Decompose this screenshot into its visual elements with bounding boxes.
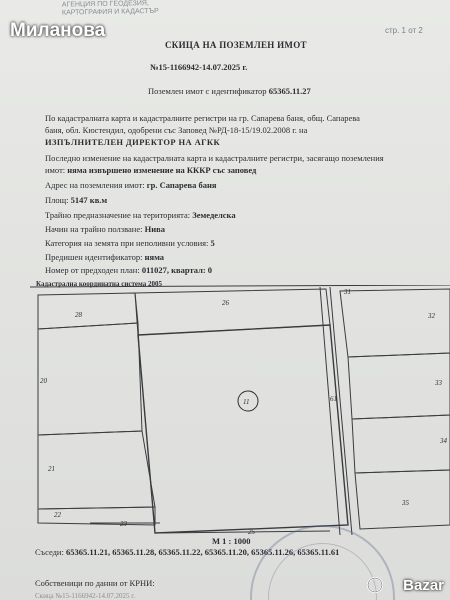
owners-label: Собственици по данни от КРНИ: <box>35 578 155 588</box>
map-top-border <box>30 285 450 287</box>
previous-plan-label: Номер от предходен план: <box>45 265 140 275</box>
parcel-label-34: 34 <box>440 437 447 445</box>
category-row <box>45 238 215 248</box>
parcel-label-22: 22 <box>54 511 61 519</box>
document-title: СКИЦА НА ПОЗЕМЛЕН ИМОТ <box>165 40 307 50</box>
seller-name-overlay: Миланова <box>10 20 106 41</box>
parcel-32-outline <box>340 289 450 357</box>
previous-id-value: няма <box>144 252 165 262</box>
category-label: Категория на земята при неполивни условия: <box>45 238 209 248</box>
previous-plan-row <box>45 265 212 275</box>
round-stamp-inner-ring <box>268 543 377 600</box>
parcel-label-23: 23 <box>120 520 127 528</box>
parcel-20-outline <box>38 323 142 435</box>
parcel-label-25: 25 <box>248 528 255 535</box>
parcel-label-31: 31 <box>344 288 351 296</box>
parcel-label-20: 20 <box>40 377 47 385</box>
cadastral-map <box>30 285 450 535</box>
footer-sketch-number: Скица №15-1166942-14.07.2025 г. <box>35 592 136 600</box>
page-number: стр. 1 от 2 <box>385 26 423 35</box>
map-scale: М 1 : 1000 <box>212 536 251 546</box>
purpose-row <box>45 210 236 220</box>
purpose-value: Земеделска <box>192 210 236 220</box>
body-line-1: По кадастралната карта и кадастралните регистри на гр. Сапарева баня, общ. Сапарева <box>45 113 360 123</box>
parcel-label-28: 28 <box>75 311 82 319</box>
bazar-watermark: Bazar <box>403 577 444 594</box>
parcel-label-32: 32 <box>428 312 435 320</box>
use-row <box>45 224 165 234</box>
parcel-label-35: 35 <box>402 499 409 507</box>
parcel-label-61: 61 <box>330 395 337 403</box>
parcel-21-outline <box>38 431 155 509</box>
neighbors-label: Съседи: <box>35 547 64 557</box>
coordinate-system-label: Кадастрална координатна система 2005 <box>36 280 162 288</box>
purpose-label: Трайно предназначение на територията: <box>45 210 191 220</box>
road-line-east <box>330 287 352 535</box>
body-line-4: Последно изменение на кадастралната карта и кадастралните регистри, засягащо поземления <box>45 153 384 163</box>
cadastral-map-svg <box>30 285 450 535</box>
bazar-logo-icon <box>366 576 384 594</box>
previous-plan-value: 011027, квартал: 0 <box>141 265 213 275</box>
body-line-2: баня, обл. Кюстендил, одобрени със Заповед №РД-18-15/19.02.2008 г. на <box>45 125 308 135</box>
category-value: 5 <box>210 238 215 248</box>
identifier-value: 65365.11.27 <box>268 86 311 96</box>
address-row <box>45 180 217 190</box>
agency-stamp-line-2: КАРТОГРАФИЯ И КАДАСТЪР <box>61 7 159 17</box>
last-change-value: няма извършено изменение на КККР със заповед <box>67 165 257 175</box>
identifier-label: Поземлен имот с идентификатор <box>148 86 267 96</box>
neighbors-value: 65365.11.21, 65365.11.28, 65365.11.22, 65365.11.20, 65365.11.26, 65365.11.61 <box>65 547 340 557</box>
area-row <box>45 195 107 205</box>
agency-stamp-line-1: АГЕНЦИЯ ПО ГЕОДЕЗИЯ, <box>61 0 149 9</box>
address-label: Адрес на поземления имот: <box>45 180 145 190</box>
use-value: Нива <box>144 224 165 234</box>
use-label: Начин на трайно ползване: <box>45 224 143 234</box>
body-line-3: ИЗПЪЛНИТЕЛЕН ДИРЕКТОР НА АГКК <box>45 137 221 147</box>
document-identifier <box>148 86 311 96</box>
previous-id-label: Предишен идентификатор: <box>45 252 143 262</box>
previous-id-row <box>45 252 164 262</box>
body-line-5 <box>45 165 256 175</box>
area-value: 5147 кв.м <box>70 195 108 205</box>
last-change-label: имот: <box>45 165 66 175</box>
document-number: №15-1166942-14.07.2025 г. <box>150 62 248 72</box>
address-value: гр. Сапарева баня <box>146 180 217 190</box>
parcel-34-outline <box>352 415 450 473</box>
parcel-label-26: 26 <box>222 299 229 307</box>
area-label: Площ: <box>45 195 69 205</box>
parcel-11-outline <box>138 325 348 533</box>
parcel-26-outline <box>135 289 330 335</box>
parcel-label-33: 33 <box>435 379 442 387</box>
parcel-label-21: 21 <box>48 465 55 473</box>
parcel-label-11: 11 <box>243 398 250 406</box>
